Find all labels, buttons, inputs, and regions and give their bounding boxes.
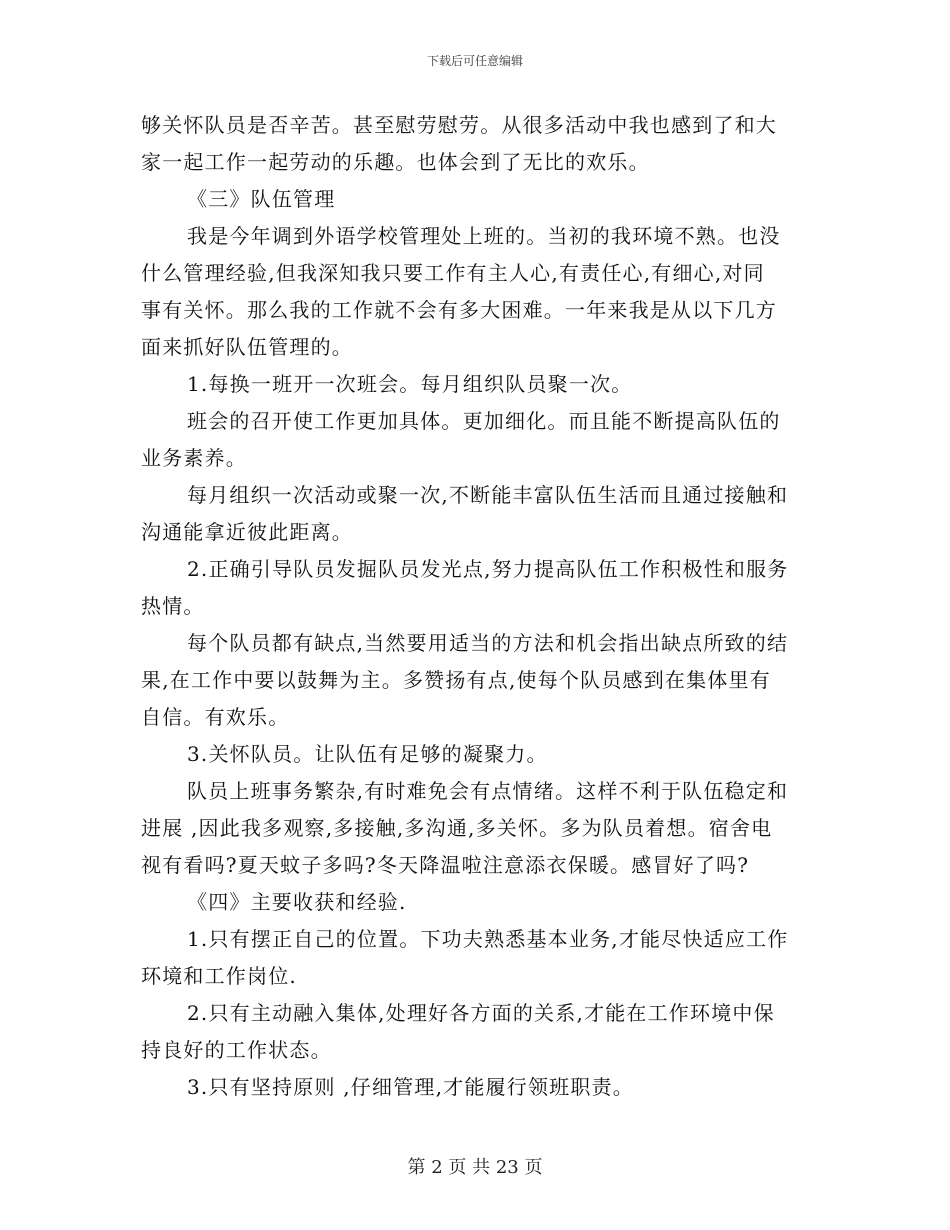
paragraph-line: 自信。有欢乐。 <box>141 705 290 729</box>
paragraph-line: 环境和工作岗位. <box>141 964 297 988</box>
list-item: 2.只有主动融入集体,处理好各方面的关系,才能在工作环境中保 <box>187 1001 775 1025</box>
paragraph-line: 队员上班事务繁杂,有时难免会有点情绪。这样不利于队伍稳定和 <box>187 779 789 803</box>
paragraph-line: 热情。 <box>141 594 205 618</box>
paragraph-line: 每月组织一次活动或聚一次,不断能丰富队伍生活而且通过接触和 <box>187 483 789 507</box>
page-header: 下载后可任意编辑 <box>426 54 523 68</box>
list-item: 3.只有坚持原则 ,仔细管理,才能履行领班职责。 <box>187 1075 634 1099</box>
paragraph-line: 班会的召开使工作更加具体。更加细化。而且能不断提高队伍的 <box>187 409 781 433</box>
page-number: 第 2 页 共 23 页 <box>407 1157 543 1178</box>
paragraph-line: 面来抓好队伍管理的。 <box>141 335 353 359</box>
document-body <box>141 107 811 1106</box>
list-item: 1.只有摆正自己的位置。下功夫熟悉基本业务,才能尽快适应工作 <box>187 927 789 951</box>
list-item: 2.正确引导队员发掘队员发光点,努力提高队伍工作积极性和服务 <box>187 557 789 581</box>
paragraph-line: 沟通能拿近彼此距离。 <box>141 520 353 544</box>
list-item: 1.每换一班开一次班会。每月组织队员聚一次。 <box>187 372 633 396</box>
paragraph-line: 果,在工作中要以鼓舞为主。多赞扬有点,使每个队员感到在集体里有 <box>141 668 771 692</box>
paragraph-line: 我是今年调到外语学校管理处上班的。当初的我环境不熟。也没 <box>187 224 781 248</box>
paragraph-line: 业务素养。 <box>141 446 247 470</box>
paragraph-line: 够关怀队员是否辛苦。甚至慰劳慰劳。从很多活动中我也感到了和大 <box>141 113 777 137</box>
section-heading: 《三》队伍管理 <box>187 187 336 211</box>
paragraph-line: 进展 ,因此我多观察,多接触,多沟通,多关怀。多为队员着想。宿舍电 <box>141 816 773 840</box>
paragraph-line: 家一起工作一起劳动的乐趣。也体会到了无比的欢乐。 <box>141 150 650 174</box>
paragraph-line: 事有关怀。那么我的工作就不会有多大困难。一年来我是从以下几方 <box>141 298 777 322</box>
paragraph-line: 每个队员都有缺点,当然要用适当的方法和机会指出缺点所致的结 <box>187 631 789 655</box>
paragraph-line: 视有看吗?夏天蚊子多吗?冬天降温啦注意添衣保暖。感冒好了吗? <box>141 853 750 877</box>
section-heading: 《四》主要收获和经验. <box>187 890 407 914</box>
paragraph-line: 什么管理经验,但我深知我只要工作有主人心,有责任心,有细心,对同 <box>141 261 765 285</box>
paragraph-line: 持良好的工作状态。 <box>141 1038 332 1062</box>
list-item: 3.关怀队员。让队伍有足够的凝聚力。 <box>187 742 548 766</box>
